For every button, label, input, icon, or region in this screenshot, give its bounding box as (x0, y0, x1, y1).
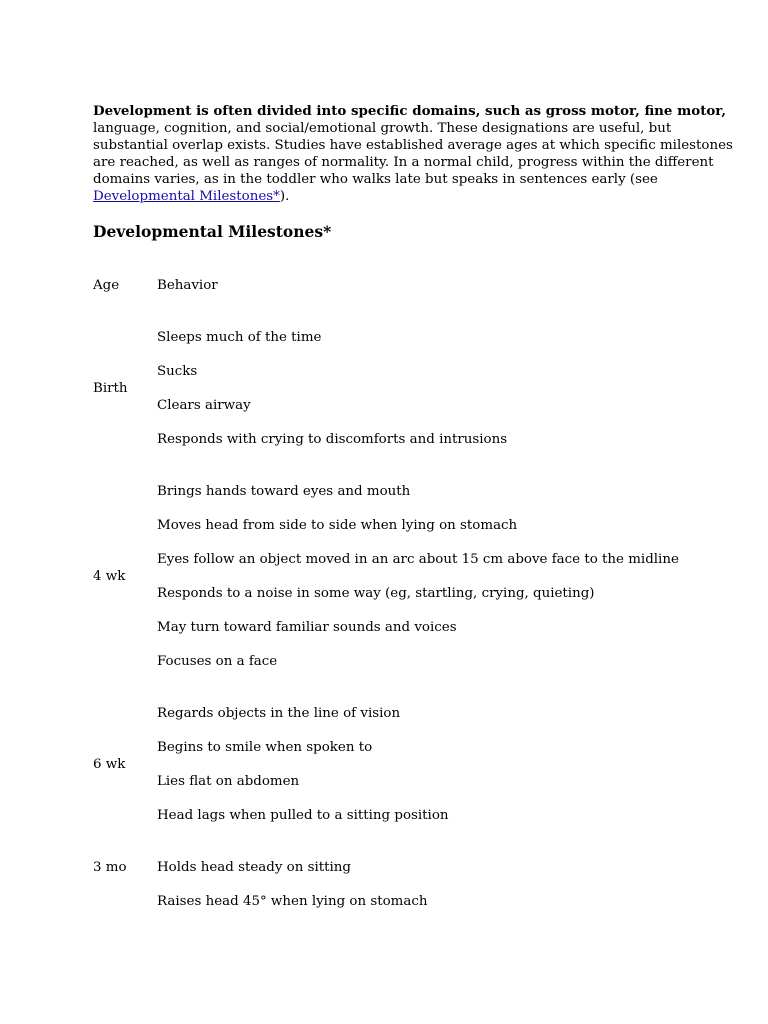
behavior-cell: Regards objects in the line of vision (157, 706, 401, 721)
behavior-cell: Responds to a noise in some way (eg, startling, crying, quieting) (157, 586, 595, 601)
behavior-cell: Focuses on a face (157, 654, 278, 669)
behavior-cell: Lies flat on abdomen (157, 774, 300, 789)
age-cell: 6 wk (93, 757, 126, 772)
behavior-cell: Begins to smile when spoken to (157, 740, 373, 755)
age-cell: 4 wk (93, 569, 126, 584)
age-cell: 3 mo (93, 860, 127, 875)
behavior-cell: Head lags when pulled to a sitting position (157, 808, 449, 823)
behavior-cell: Holds head steady on sitting (157, 860, 351, 875)
age-cell: Birth (93, 381, 128, 396)
section-title: Developmental Milestones* (93, 222, 332, 241)
intro-line: domains varies, as in the toddler who walks late but speaks in sentences early (see (93, 172, 658, 187)
behavior-cell: Brings hands toward eyes and mouth (157, 484, 411, 499)
intro-line: language, cognition, and social/emotional growth. These designations are useful, but (93, 121, 672, 136)
column-header-behavior: Behavior (157, 278, 218, 293)
behavior-cell: Raises head 45° when lying on stomach (157, 894, 428, 909)
intro-link-suffix: ). (279, 189, 290, 204)
column-header-age: Age (93, 278, 120, 293)
behavior-cell: Eyes follow an object moved in an arc about 15 cm above face to the midline (157, 552, 679, 567)
behavior-cell: Moves head from side to side when lying on stomach (157, 518, 518, 533)
behavior-cell: May turn toward familiar sounds and voices (157, 620, 457, 635)
behavior-cell: Responds with crying to discomforts and intrusions (157, 432, 508, 447)
behavior-cell: Sucks (157, 364, 198, 379)
intro-paragraph (93, 103, 733, 205)
developmental-milestones-link[interactable]: Developmental Milestones* (93, 189, 280, 204)
intro-line: are reached, as well as ranges of normality. In a normal child, progress within the different (93, 155, 714, 170)
intro-bold-sentence: Development is often divided into specific domains, such as gross motor, fine motor, (93, 103, 727, 119)
intro-line: substantial overlap exists. Studies have established average ages at which specific milestones (93, 138, 733, 153)
behavior-cell: Sleeps much of the time (157, 330, 322, 345)
behavior-cell: Clears airway (157, 398, 251, 413)
